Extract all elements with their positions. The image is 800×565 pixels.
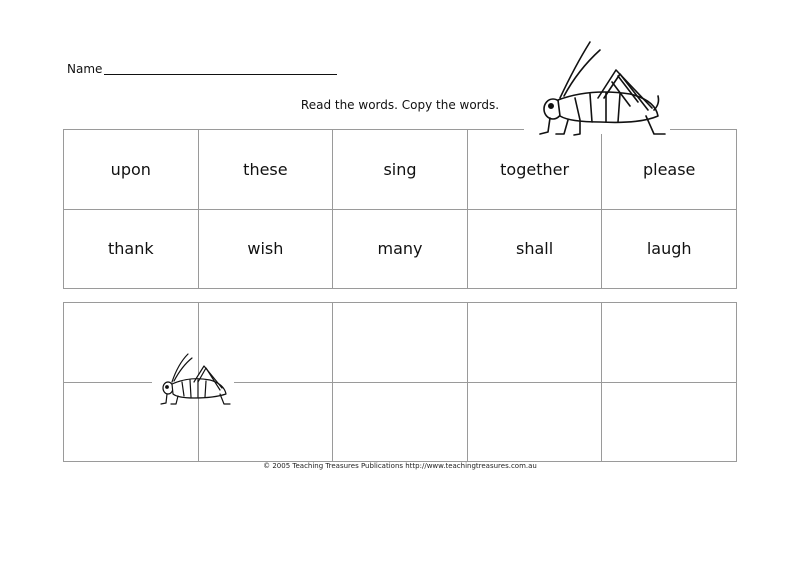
copy-cell[interactable] xyxy=(333,303,468,383)
word-cell: sing xyxy=(333,130,468,210)
table-row xyxy=(64,209,737,289)
name-label: Name xyxy=(67,62,103,76)
word-cell: many xyxy=(333,209,468,289)
cricket-icon xyxy=(152,350,234,412)
cricket-icon xyxy=(520,36,670,146)
word-cell: upon xyxy=(64,130,199,210)
word-cell: together xyxy=(467,130,602,210)
word-cell: shall xyxy=(467,209,602,289)
footer-copyright: © 2005 Teaching Treasures Publications http://www.teachingtreasures.com.au xyxy=(263,462,537,470)
word-cell: laugh xyxy=(602,209,737,289)
copy-cell[interactable] xyxy=(467,303,602,383)
name-line[interactable] xyxy=(104,74,337,75)
copy-cell[interactable] xyxy=(602,303,737,383)
copy-cell[interactable] xyxy=(333,382,468,462)
word-cell: wish xyxy=(198,209,333,289)
copy-cell[interactable] xyxy=(467,382,602,462)
copy-cell[interactable] xyxy=(602,382,737,462)
word-cell: these xyxy=(198,130,333,210)
word-cell: thank xyxy=(64,209,199,289)
words-table xyxy=(63,129,737,289)
word-cell: please xyxy=(602,130,737,210)
instructions: Read the words. Copy the words. xyxy=(300,98,500,112)
